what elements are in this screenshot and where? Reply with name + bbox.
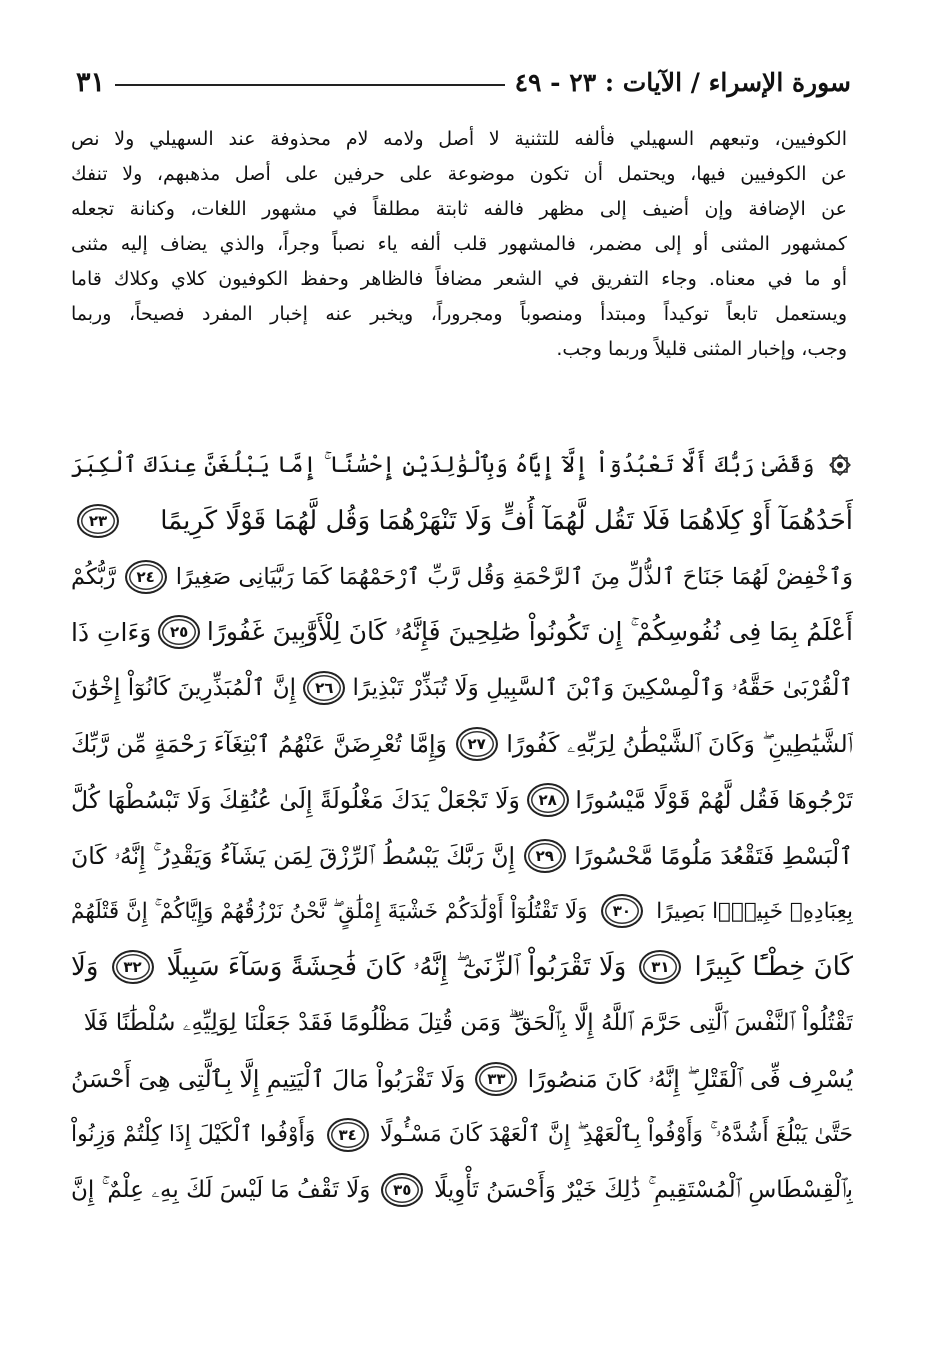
quran-line (71, 1165, 853, 1215)
quran-segment: أَعْلَمُ بِمَا فِى نُفُوسِكُمْ ۚ إِن تَكُونُواْ صَٰلِحِينَ فَإِنَّهُۥ كَانَ لِلْأَوَّٰبِينَ غَفُورًا (206, 617, 853, 647)
commentary-line: عن الإضافة وإن أضيف إلى مظهر فالفه ثابتة مطلقاً في مشهور اللغات، وكنانة تجعله (71, 198, 847, 220)
commentary-line: كمشهور المثنى أو إلى مضمر، فالمشهور قلب ألفه ياء نصباً وجراً، والذي يضاف إليه مثنى (71, 233, 847, 255)
quran-segment: كَانَ خِطْـًٔا كَبِيرًا (694, 952, 853, 983)
quran-line (71, 552, 853, 602)
quran-segment: وَلَا تَجْعَلْ يَدَكَ مَغْلُولَةً إِلَىٰ عُنُقِكَ وَلَا تَبْسُطْهَا كُلَّ (71, 785, 520, 814)
quran-segment: وَلَا (71, 952, 99, 983)
ayah-number-marker: ٣٣ (475, 1062, 517, 1096)
quran-segment: إِنَّ ٱلْمُبَذِّرِينَ كَانُوٓاْ إِخْوَٰنَ (71, 675, 297, 702)
quran-segment: أَحَدُهُمَآ أَوْ كِلَاهُمَا فَلَا تَقُل لَّهُمَآ أُفٍّ وَلَا تَنْهَرْهُمَا وَقُل لَّهُمَا قَوْلًا كَرِيمًا (160, 505, 853, 536)
quran-segment: وَقَضَىٰ رَبُّكَ أَلَّا تَعْبُدُوٓاْ إِلَّآ إِيَّاهُ وَبِٱلْوَٰلِدَيْنِ إِحْسَٰنًا ۚ إِمَّا يَبْلُغَنَّ عِندَكَ ٱلْكِبَرَ (71, 452, 815, 478)
header-rule (115, 84, 505, 86)
ayah-number-marker: ٢٤ (125, 560, 167, 594)
quran-line (71, 1054, 853, 1104)
quran-segment: ٱلشَّيَٰطِينِ ۖ وَكَانَ ٱلشَّيْطَٰنُ لِرَبِّهِۦ كَفُورًا (506, 729, 853, 758)
quran-segment: وَلَا تَقْتُلُوٓاْ أَوْلَٰدَكُمْ خَشْيَةَ إِمْلَٰقٍ ۖ نَّحْنُ نَرْزُقُهُمْ وَإِيَّاكُمْ ۚ إِنَّ قَتْلَهُمْ (71, 898, 588, 924)
ayah-number-marker: ٢٩ (524, 839, 566, 873)
quran-segment: وَلَا تَقْفُ مَا لَيْسَ لَكَ بِهِۦ عِلْمٌ ۚ إِنَّ (71, 1177, 371, 1204)
ayah-number-marker: ٢٨ (527, 783, 569, 817)
quran-segment: تَقْتُلُواْ ٱلنَّفْسَ ٱلَّتِى حَرَّمَ ٱللَّهُ إِلَّا بِٱلْحَقِّ ۗ وَمَن قُتِلَ مَظْلُومًا فَقَدْ جَعَلْنَا لِوَلِيِّهِۦ سُلْطَٰنًا فَلَا (83, 1009, 853, 1036)
quran-segment: حَتَّىٰ يَبْلُغَ أَشُدَّهُۥ ۚ وَأَوْفُواْ بِٱلْعَهْدِ ۖ إِنَّ ٱلْعَهْدَ كَانَ مَسْـُٔولًا (379, 1122, 853, 1148)
quran-segment: وَلَا تَقْرَبُواْ ٱلزِّنَىٰٓ ۖ إِنَّهُۥ كَانَ فَٰحِشَةً وَسَآءَ سَبِيلًا (166, 951, 627, 982)
quran-line (71, 440, 853, 490)
ayah-number-marker: ٣٠ (601, 894, 643, 928)
quran-text-block (71, 440, 853, 1221)
quran-segment: بِٱلْقِسْطَاسِ ٱلْمُسْتَقِيمِ ۚ ذَٰلِكَ خَيْرٌ وَأَحْسَنُ تَأْوِيلًا (434, 1177, 853, 1204)
quran-segment: ٱلْقُرْبَىٰ حَقَّهُۥ وَٱلْمِسْكِينَ وَٱبْنَ ٱلسَّبِيلِ وَلَا تُبَذِّرْ تَبْذِيرًا (352, 675, 853, 702)
ayah-number-marker: ٢٦ (303, 671, 345, 705)
quran-line (71, 775, 853, 825)
commentary-line: عن الكوفيين فيها، ويحتمل أن تكون موضوعة على حرفين على أصل مذهبهم، ولا تنفك (71, 163, 847, 185)
ayah-number-marker: ٣١ (639, 950, 681, 984)
quran-line (71, 663, 853, 713)
quran-segment: ٱلْبَسْطِ فَتَقْعُدَ مَلُومًا مَّحْسُورًا (574, 841, 853, 870)
running-title: سورة الإسراء / الآيات : ٢٣ - ٤٩ (514, 67, 851, 97)
ayah-number-marker: ٣٥ (381, 1173, 423, 1207)
commentary-paragraph (71, 122, 847, 367)
quran-line (71, 607, 853, 657)
ayah-number-marker: ٣٤ (327, 1118, 369, 1152)
quran-segment: بِعِبَادِهِۦ خَبِيرًۢا بَصِيرًا (656, 898, 853, 924)
quran-segment: يُسْرِف فِّى ٱلْقَتْلِ ۖ إِنَّهُۥ كَانَ مَنصُورًا (527, 1064, 853, 1093)
ayah-number-marker: ٣٢ (112, 950, 154, 984)
rub-el-hizb-icon (827, 452, 853, 478)
quran-segment: رَّبُّكُمْ (71, 563, 116, 590)
quran-segment: وَإِمَّا تُعْرِضَنَّ عَنْهُمُ ٱبْتِغَآءَ رَحْمَةٍ مِّن رَّبِّكَ (71, 729, 447, 758)
page-number: ٣١ (76, 66, 106, 98)
commentary-line: ويستعمل تابعاً توكيداً ومبتدأ ومنصوباً ومجروراً، ويخبر عنه إخبار المفرد فصيحاً، وربما (71, 303, 847, 325)
quran-line (71, 942, 853, 992)
quran-segment: وَلَا تَقْرَبُواْ مَالَ ٱلْيَتِيمِ إِلَّا بِٱلَّتِى هِىَ أَحْسَنُ (71, 1064, 466, 1093)
commentary-line: الكوفيين، وتبعهم السهيلي فألفه للتثنية لا أصل ولامه لام محذوفة عند السهيلي ولا نص (71, 128, 847, 150)
quran-line (71, 496, 853, 546)
commentary-line: وجب، وإخبار المثنى قليلاً وربما وجب. (556, 338, 847, 360)
quran-segment: إِنَّ رَبَّكَ يَبْسُطُ ٱلرِّزْقَ لِمَن يَشَآءُ وَيَقْدِرُ ۚ إِنَّهُۥ كَانَ (71, 841, 516, 870)
quran-segment: وَٱخْفِضْ لَهُمَا جَنَاحَ ٱلذُّلِّ مِنَ ٱلرَّحْمَةِ وَقُل رَّبِّ ٱرْحَمْهُمَا كَمَا رَبَّيَانِى صَغِيرًا (175, 563, 853, 590)
ayah-number-marker: ٢٥ (158, 615, 200, 649)
ayah-number-marker: ٢٣ (77, 504, 119, 538)
quran-segment: وَأَوْفُوا ٱلْكَيْلَ إِذَا كِلْتُمْ وَزِنُواْ (71, 1122, 316, 1148)
quran-line (71, 1110, 853, 1160)
page-header (76, 62, 851, 102)
quran-line (71, 831, 853, 881)
quran-line (71, 998, 853, 1048)
quran-segment: تَرْجُوهَا فَقُل لَّهُمْ قَوْلًا مَّيْسُورًا (575, 785, 853, 814)
quran-line (71, 719, 853, 769)
commentary-line: أو ما في معناه. وجاء التفريق في الشعر مضافاً فالظاهر وحفظ الكوفيون كلاي وكلاك قاما (71, 268, 847, 290)
ayah-number-marker: ٢٧ (456, 727, 498, 761)
quran-segment: وَءَاتِ ذَا (71, 617, 152, 647)
quran-line (71, 886, 853, 936)
